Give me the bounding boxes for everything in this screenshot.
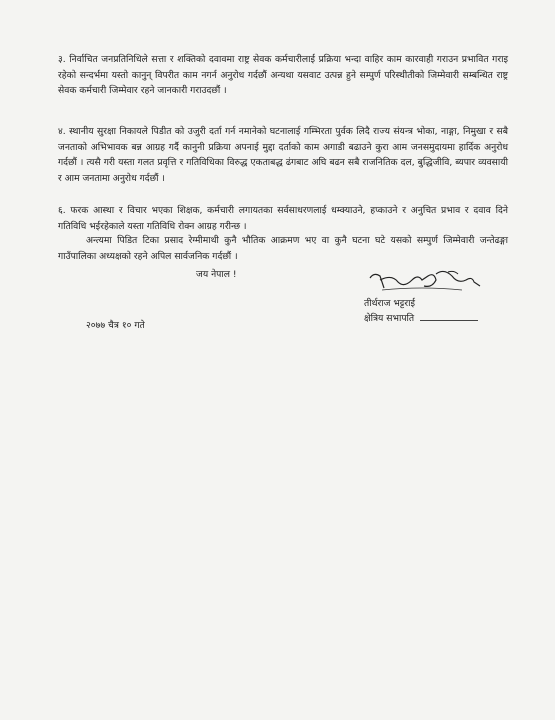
letter-date: २०७७ चैत्र १० गते [86,320,145,331]
paragraph-point-6: ६. फरक आस्था र विचार भएका शिक्षक, कर्मचारी लगायतका सर्वसाधरणलाई धम्क्याउने, हप्काउने र अनुचित प्रभाव र दवाव दिने गतिविधि भईरहेकाले यस्ता गतिविधि रोक्न आग्रह गरीन्छ । [58,205,508,232]
signer-name: तीर्थराज भट्टराई [364,298,415,309]
signature-block [362,268,512,340]
closing-salutation: जय नेपाल ! [196,269,237,280]
signer-title: क्षेत्रिय सभापति [364,313,415,324]
paragraph-point-3: ३. निर्वाचित जनप्रतिनिधिले सत्ता र शक्तिको दवावमा राष्ट्र सेवक कर्मचारीलाई प्रक्रिया भन्दा वाहिर काम कारवाही गराउन प्रभावित गराइ रहेको सन्दर्भमा यस्तो कानुन् विपरीत काम नगर्न अनुरोध गर्दछौं अन्यथा यसवाट उत्पन्न हुने सम्पुर्ण परिस्थीतीको जिम्मेवारी सम्बन्धित राष्ट्र सेवक कर्मचारी जिम्मेवार रहने जानकारी गराउदछौं । [58,54,508,96]
signature-line [420,320,478,321]
paragraph-point-4: ४. स्थानीय सुरक्षा निकायले पिडीत को उजुरी दर्ता गर्न नमानेको घटनालाई गम्भिरता पुर्वक लिदै राज्य संयन्त्र भोका, नाङ्गा, निमुखा र सबै जनताको अभिभावक बन्न आग्रह गर्दै कानुनी प्रक्रिया अपनाई मुद्दा दर्ताको काम अगाडी बढाउने कुरा आम जनसमुदायमा हार्दिक अनुरोध गर्दछौं । त्यसै गरी यस्ता गलत प्रवृत्ति र गतिविधिका विरुद्ध एकताबद्ध ढंगबाट अघि बढन सबै राजनितिक दल, बुद्धिजीवि, ब्यपार व्यवसायी र आम जनतामा अनुरोध गर्दछौं । [58,126,508,184]
paragraph-closing-appeal: अन्त्यमा पिडित टिका प्रसाद रेग्मीमाथी कुनै भौतिक आक्रमण भए वा कुनै घटना घटे यसको सम्पुर्ण जिम्मेवारी जन्तेढङ्गा गाउँपालिका अध्यक्षको रहने अपिल सार्वजनिक गर्दछौं । [58,235,508,262]
